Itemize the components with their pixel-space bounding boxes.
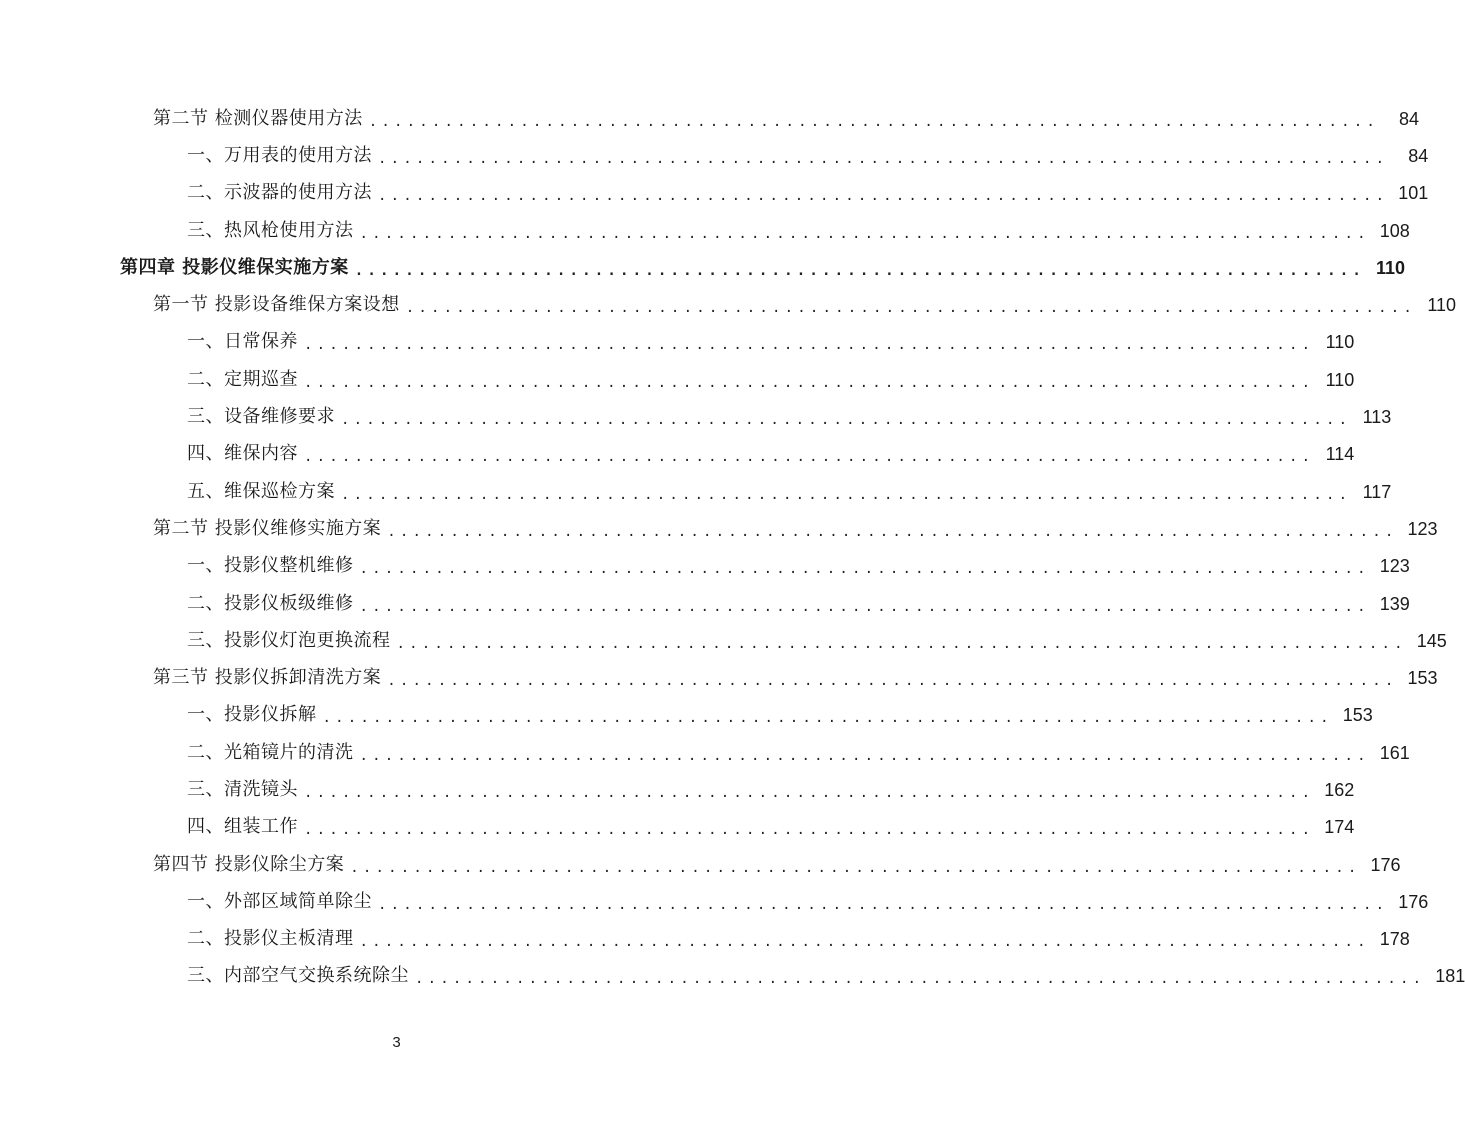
toc-entry-item[interactable]: [0, 361, 1355, 398]
toc-entry-label: 二、示波器的使用方法: [187, 182, 372, 204]
dot-leader: ................................................................................: [378, 150, 1389, 167]
dot-leader: ................................................................................: [359, 934, 1370, 951]
toc-entry-label: 三、内部空气交换系统除尘: [187, 965, 409, 987]
toc-entry-label: 第三节 投影仪拆卸清洗方案: [153, 667, 382, 689]
toc-entry-label: 三、设备维修要求: [187, 406, 335, 428]
toc-entry-label: 一、外部区域简单除尘: [187, 890, 372, 912]
toc-entry-page: 181: [1435, 966, 1465, 987]
dot-leader: ................................................................................: [378, 896, 1389, 913]
toc-entry-label: 四、组装工作: [187, 816, 298, 838]
toc-entry-page: 153: [1342, 705, 1373, 726]
toc-entry-label: 二、定期巡查: [187, 368, 298, 390]
toc-entry-item[interactable]: [0, 809, 1355, 846]
toc-entry-page: 84: [1399, 108, 1420, 129]
toc-entry-item[interactable]: [0, 883, 1429, 920]
toc-entry-label: 一、日常保养: [187, 331, 298, 353]
dot-leader: ................................................................................: [359, 225, 1370, 242]
dot-leader: ................................................................................: [304, 449, 1315, 466]
toc-entry-item[interactable]: [0, 548, 1410, 585]
toc-entry-page: 110: [1325, 332, 1355, 353]
dot-leader: ................................................................................: [378, 188, 1389, 205]
toc-entry-page: 162: [1324, 779, 1355, 800]
toc-entry-label: 第四节 投影仪除尘方案: [153, 853, 345, 875]
toc-entry-item[interactable]: [0, 436, 1355, 473]
dot-leader: ................................................................................: [341, 412, 1352, 429]
toc-entry-item[interactable]: [0, 585, 1410, 622]
toc-entry-page: 176: [1370, 854, 1401, 875]
toc-entry-page: 110: [1325, 369, 1355, 390]
toc-entry-page: 174: [1324, 817, 1355, 838]
toc-entry-page: 113: [1362, 407, 1392, 428]
dot-leader: ................................................................................: [341, 486, 1352, 503]
toc-entry-page: 114: [1325, 444, 1355, 465]
toc-entry-label: 五、维保巡检方案: [187, 480, 335, 502]
toc-entry-item[interactable]: [0, 175, 1429, 212]
dot-leader: ................................................................................: [304, 784, 1315, 801]
toc-entry-page: 178: [1379, 929, 1410, 950]
toc-entry-page: 123: [1407, 518, 1438, 539]
toc-entry-page: 153: [1407, 668, 1438, 689]
toc-entry-label: 一、投影仪整机维修: [187, 555, 354, 577]
toc-entry-label: 四、维保内容: [187, 443, 298, 465]
dot-leader: ................................................................................: [415, 971, 1426, 988]
toc-entry-section[interactable]: [0, 846, 1401, 883]
toc-entry-page: 84: [1408, 145, 1429, 166]
toc-entry-item[interactable]: [0, 324, 1355, 361]
toc-entry-page: 110: [1376, 257, 1406, 278]
toc-entry-label: 第四章 投影仪维保实施方案: [120, 256, 349, 278]
toc-entry-item[interactable]: [0, 958, 1465, 995]
dot-leader: ................................................................................: [396, 635, 1407, 652]
toc-entry-label: 第一节 投影设备维保方案设想: [153, 294, 400, 316]
toc-entry-item[interactable]: [0, 212, 1410, 249]
toc-entry-page: 108: [1379, 220, 1410, 241]
toc-entry-page: 117: [1362, 481, 1392, 502]
toc-entry-label: 三、热风枪使用方法: [187, 219, 354, 241]
toc-entry-label: 三、投影仪灯泡更换流程: [187, 629, 391, 651]
table-of-contents: [0, 100, 1465, 995]
dot-leader: ................................................................................: [387, 673, 1398, 690]
toc-entry-label: 一、万用表的使用方法: [187, 144, 372, 166]
toc-entry-label: 二、投影仪主板清理: [187, 928, 354, 950]
dot-leader: ................................................................................: [304, 822, 1315, 839]
toc-entry-page: 123: [1379, 556, 1410, 577]
toc-entry-page: 110: [1427, 295, 1457, 316]
toc-entry-item[interactable]: [0, 137, 1429, 174]
dot-leader: ................................................................................: [368, 113, 1380, 130]
page-number: 3: [392, 1034, 401, 1051]
toc-entry-section[interactable]: [0, 100, 1420, 137]
toc-entry-label: 一、投影仪拆解: [187, 704, 317, 726]
dot-leader: ................................................................................: [405, 300, 1417, 317]
toc-entry-page: 176: [1398, 891, 1429, 912]
dot-leader: ................................................................................: [359, 747, 1370, 764]
toc-entry-chapter[interactable]: [0, 249, 1406, 286]
toc-entry-page: 101: [1398, 183, 1429, 204]
toc-entry-section[interactable]: [0, 510, 1438, 547]
toc-entry-label: 第二节 检测仪器使用方法: [153, 107, 363, 129]
dot-leader: ................................................................................: [354, 262, 1366, 279]
toc-entry-page: 145: [1416, 630, 1447, 651]
toc-entry-label: 第二节 投影仪维修实施方案: [153, 517, 382, 539]
toc-entry-page: 161: [1379, 742, 1410, 763]
dot-leader: ................................................................................: [359, 561, 1370, 578]
toc-entry-item[interactable]: [0, 398, 1392, 435]
toc-entry-page: 139: [1379, 593, 1410, 614]
toc-entry-label: 三、清洗镜头: [187, 778, 298, 800]
toc-entry-item[interactable]: [0, 734, 1410, 771]
toc-entry-label: 二、光箱镜片的清洗: [187, 741, 354, 763]
dot-leader: ................................................................................: [387, 523, 1398, 540]
toc-entry-item[interactable]: [0, 921, 1410, 958]
toc-entry-section[interactable]: [0, 659, 1438, 696]
dot-leader: ................................................................................: [304, 374, 1315, 391]
dot-leader: ................................................................................: [322, 710, 1333, 727]
toc-entry-label: 二、投影仪板级维修: [187, 592, 354, 614]
dot-leader: ................................................................................: [304, 337, 1315, 354]
toc-entry-item[interactable]: [0, 622, 1447, 659]
toc-entry-section[interactable]: [0, 286, 1457, 323]
toc-entry-item[interactable]: [0, 697, 1373, 734]
dot-leader: ................................................................................: [350, 859, 1361, 876]
toc-entry-item[interactable]: [0, 473, 1392, 510]
toc-entry-item[interactable]: [0, 771, 1355, 808]
dot-leader: ................................................................................: [359, 598, 1370, 615]
